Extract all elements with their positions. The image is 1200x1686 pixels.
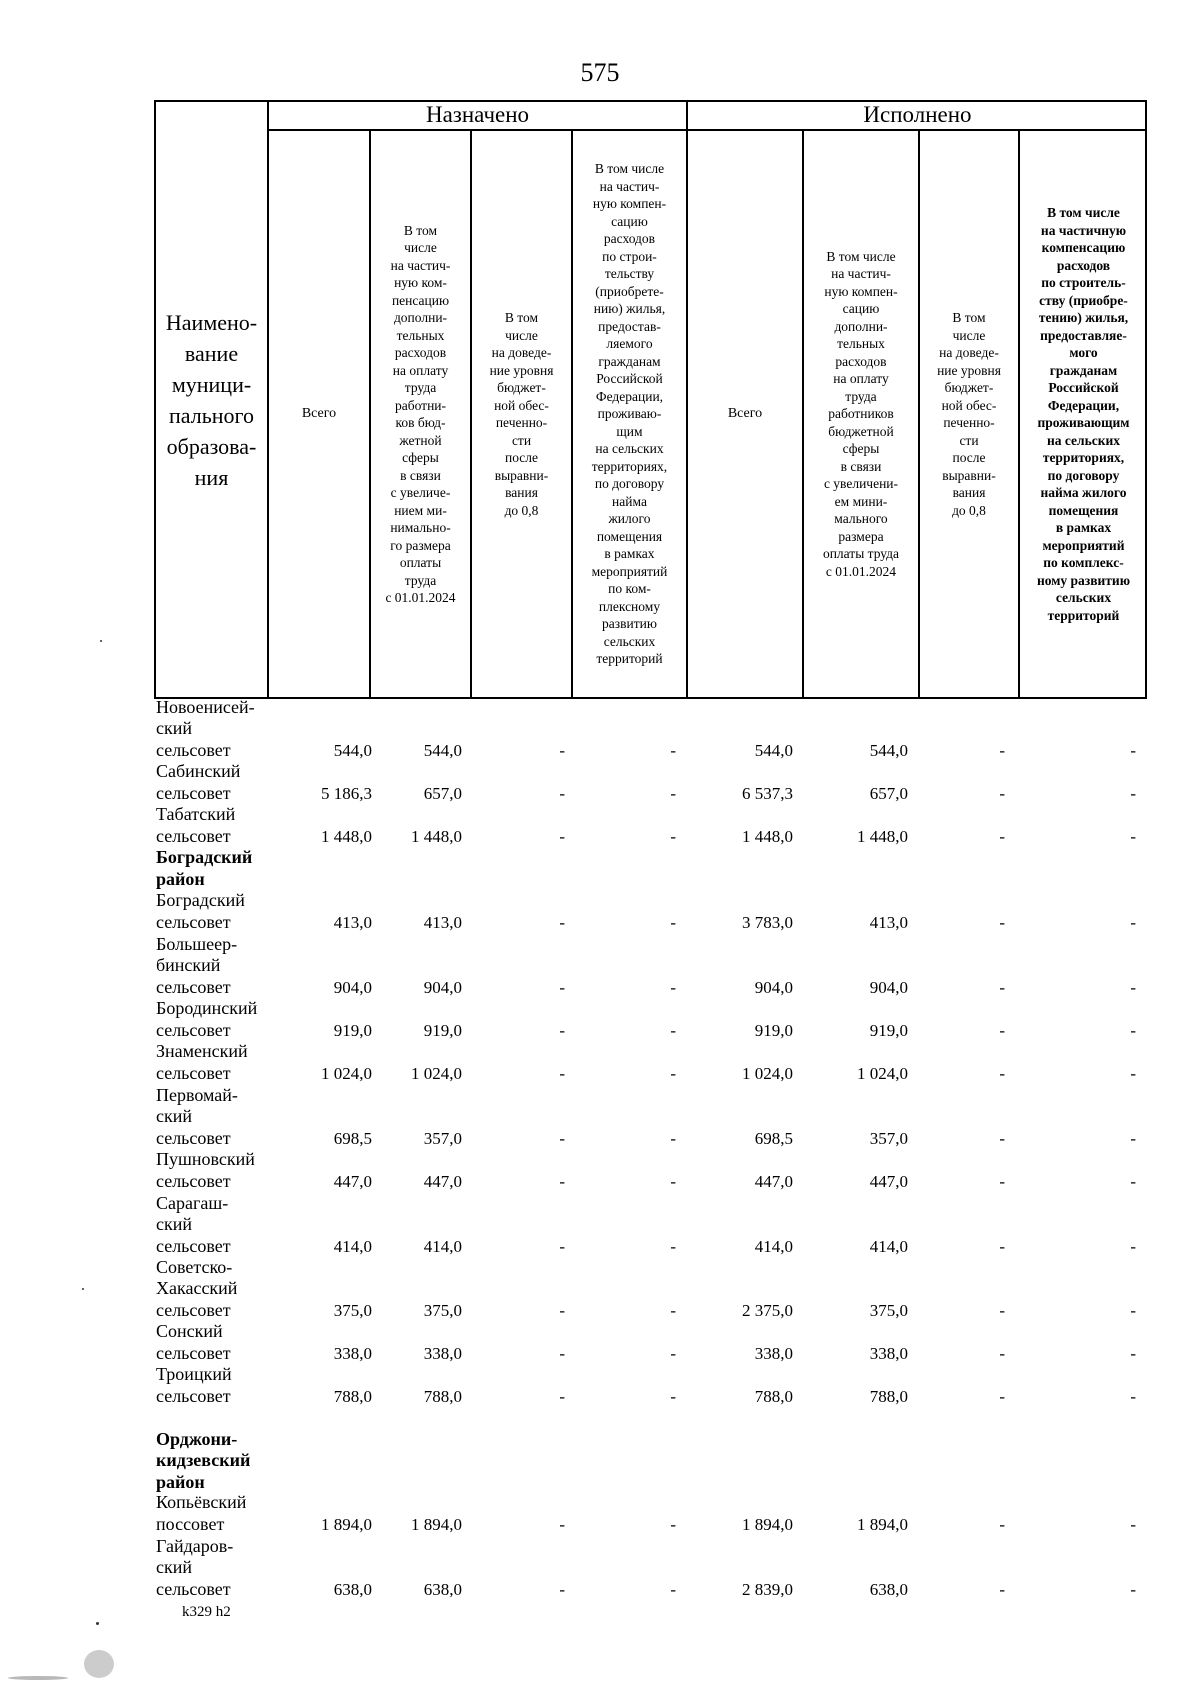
value-cell: 338,0 (423, 1343, 462, 1363)
value-cell: - (670, 1020, 676, 1040)
value-cell: 6 537,3 (742, 783, 793, 803)
municipality-name: Сабинский сельсовет (156, 761, 241, 803)
value-cell: - (999, 1236, 1005, 1256)
municipality-name: Гайдаров- ский сельсовет (156, 1535, 234, 1599)
value-cell: - (1130, 1343, 1136, 1363)
value-cell: - (559, 1343, 565, 1363)
value-cell: - (670, 783, 676, 803)
value-cell: - (559, 1300, 565, 1320)
header-label: Всего (727, 406, 763, 421)
value-cell: 375,0 (333, 1300, 372, 1320)
value-cell: 788,0 (754, 1386, 793, 1406)
group-executed-title: Исполнено (863, 102, 972, 127)
value-cell: 447,0 (754, 1171, 793, 1191)
value-cell: 1 024,0 (321, 1063, 372, 1083)
value-cell: 544,0 (869, 740, 908, 760)
value-cell: 698,5 (754, 1128, 793, 1148)
value-cell: 338,0 (754, 1343, 793, 1363)
header-label: В том числе на частич- ную компен- сацию дополни- тельных расходов на оплату труда работников бюджетной сферы в связи с увеличени- ем мини- мального размера оплаты труда с 01.01.2024 (822, 248, 900, 579)
municipality-name: Копьёвский поссовет (156, 1492, 247, 1534)
municipality-name: Орджони- кидзевский район (156, 1428, 251, 1492)
value-cell: 414,0 (333, 1236, 372, 1256)
header-label: В том числе на частич- ную ком- пенсацию дополни- тельных расходов на оплату труда работни- ков бюд- жетной сферы в связи с увеличе- нием ми- нимально- го размера оплаты труда с 01.01.2024 (385, 222, 456, 605)
value-cell: 2 375,0 (742, 1300, 793, 1320)
value-cell: - (1130, 1236, 1136, 1256)
value-cell: - (999, 826, 1005, 846)
value-cell: 447,0 (423, 1171, 462, 1191)
value-cell: - (559, 1579, 565, 1599)
value-cell: - (999, 1343, 1005, 1363)
value-cell: 544,0 (754, 740, 793, 760)
value-cell: - (999, 1579, 1005, 1599)
value-cell: - (559, 1386, 565, 1406)
value-cell: 698,5 (333, 1128, 372, 1148)
value-cell: 357,0 (423, 1128, 462, 1148)
value-cell: 638,0 (333, 1579, 372, 1599)
value-cell: 413,0 (333, 912, 372, 932)
value-cell: 1 894,0 (411, 1514, 462, 1534)
value-cell: 338,0 (333, 1343, 372, 1363)
value-cell: - (1130, 740, 1136, 760)
value-cell: 788,0 (423, 1386, 462, 1406)
value-cell: 1 448,0 (321, 826, 372, 846)
page-number: 575 (580, 58, 620, 87)
value-cell: - (999, 1128, 1005, 1148)
value-cell: 904,0 (869, 977, 908, 997)
header-label: Всего (301, 406, 337, 421)
value-cell: - (670, 1343, 676, 1363)
value-cell: 788,0 (333, 1386, 372, 1406)
value-cell: - (670, 1579, 676, 1599)
value-cell: - (559, 1063, 565, 1083)
value-cell: 338,0 (869, 1343, 908, 1363)
value-cell: 357,0 (869, 1128, 908, 1148)
value-cell: - (670, 1063, 676, 1083)
value-cell: - (999, 1171, 1005, 1191)
municipality-name: Большеер- бинский сельсовет (156, 933, 238, 997)
value-cell: 657,0 (423, 783, 462, 803)
municipality-name: Боградский район (156, 847, 253, 889)
value-cell: 904,0 (333, 977, 372, 997)
value-cell: 1 448,0 (742, 826, 793, 846)
value-cell: 904,0 (754, 977, 793, 997)
header-label: В том числе на доведе- ние уровня бюджет- ной обес- печенно- сти после выравни- вания до 0,8 (489, 310, 554, 518)
value-cell: 638,0 (869, 1579, 908, 1599)
value-cell: 375,0 (869, 1300, 908, 1320)
group-assigned-title: Назначено (425, 102, 530, 127)
value-cell: 414,0 (869, 1236, 908, 1256)
value-cell: 638,0 (423, 1579, 462, 1599)
value-cell: - (1130, 783, 1136, 803)
municipality-name: Знаменский сельсовет (156, 1041, 248, 1083)
header-label: В том числе на частичную компенсацию расходов по строитель- ству (приобре- тению) жилья, предоставляе- мого гражданам Российской Федерации, проживающим на сельских территориях, по договору найма жилого помещения в рамках мероприятий по комплекс- ному развитию сельских территорий (1036, 205, 1131, 623)
value-cell: - (670, 1386, 676, 1406)
value-cell: - (670, 1171, 676, 1191)
value-cell: 2 839,0 (742, 1579, 793, 1599)
value-cell: - (999, 740, 1005, 760)
value-cell: - (670, 1300, 676, 1320)
value-cell: 1 024,0 (857, 1063, 908, 1083)
value-cell: 447,0 (869, 1171, 908, 1191)
value-cell: - (1130, 826, 1136, 846)
value-cell: 919,0 (423, 1020, 462, 1040)
value-cell: - (999, 1514, 1005, 1534)
value-cell: - (559, 783, 565, 803)
value-cell: - (1130, 1300, 1136, 1320)
municipality-name: Троицкий сельсовет (156, 1364, 232, 1406)
municipality-name: Сарагаш- ский сельсовет (156, 1192, 231, 1256)
value-cell: - (670, 1128, 676, 1148)
value-cell: 1 024,0 (411, 1063, 462, 1083)
value-cell: - (1130, 1020, 1136, 1040)
value-cell: - (999, 1020, 1005, 1040)
value-cell: 414,0 (423, 1236, 462, 1256)
header-label: В том числе на доведе- ние уровня бюджет- ной обес- печенно- сти после выравни- вания до 0,8 (937, 310, 1001, 518)
value-cell: - (1130, 1514, 1136, 1534)
value-cell: 1 024,0 (742, 1063, 793, 1083)
footer-code: k329 h2 (182, 1604, 231, 1620)
value-cell: 1 448,0 (411, 826, 462, 846)
value-cell: 544,0 (333, 740, 372, 760)
municipality-name: Советско- Хакасский сельсовет (156, 1256, 238, 1320)
value-cell: 3 783,0 (742, 912, 793, 932)
value-cell: 904,0 (423, 977, 462, 997)
municipality-name: Сонский сельсовет (156, 1321, 231, 1363)
value-cell: - (1130, 1128, 1136, 1148)
value-cell: 414,0 (754, 1236, 793, 1256)
value-cell: 413,0 (423, 912, 462, 932)
value-cell: - (670, 1514, 676, 1534)
value-cell: 657,0 (869, 783, 908, 803)
value-cell: - (559, 912, 565, 932)
value-cell: - (559, 1514, 565, 1534)
municipality-name: Боградский сельсовет (156, 890, 245, 932)
value-cell: - (1130, 1386, 1136, 1406)
header-label: В том числе на частич- ную компен- сацию расходов по строи- тельству (приобрете- нию) жилья, предостав- ляемого гражданам Российской Федерации, проживаю- щим на сельских территориях, по договору найма жилого помещения в рамках мероприятий по ком- плексному развитию сельских территорий (591, 161, 668, 667)
value-cell: 1 894,0 (857, 1514, 908, 1534)
value-cell: - (670, 977, 676, 997)
value-cell: - (999, 1300, 1005, 1320)
value-cell: 544,0 (423, 740, 462, 760)
value-cell: - (999, 1386, 1005, 1406)
value-cell: 919,0 (869, 1020, 908, 1040)
value-cell: 1 894,0 (321, 1514, 372, 1534)
municipality-name: Первомай- ский сельсовет (156, 1084, 238, 1148)
value-cell: - (559, 1020, 565, 1040)
value-cell: - (559, 1171, 565, 1191)
value-cell: 919,0 (754, 1020, 793, 1040)
value-cell: - (670, 826, 676, 846)
value-cell: - (1130, 1171, 1136, 1191)
value-cell: - (1130, 1063, 1136, 1083)
value-cell: - (999, 1063, 1005, 1083)
value-cell: - (999, 977, 1005, 997)
header-name-label: Наимено- вание муници- пального образова- ния (165, 309, 258, 490)
value-cell: 447,0 (333, 1171, 372, 1191)
value-cell: 413,0 (869, 912, 908, 932)
value-cell: - (559, 977, 565, 997)
value-cell: - (559, 826, 565, 846)
value-cell: 1 894,0 (742, 1514, 793, 1534)
value-cell: - (1130, 1579, 1136, 1599)
value-cell: - (999, 783, 1005, 803)
value-cell: - (670, 912, 676, 932)
value-cell: - (999, 912, 1005, 932)
value-cell: 788,0 (869, 1386, 908, 1406)
value-cell: 1 448,0 (857, 826, 908, 846)
value-cell: - (559, 1236, 565, 1256)
value-cell: - (559, 740, 565, 760)
value-cell: - (559, 1128, 565, 1148)
value-cell: - (670, 1236, 676, 1256)
value-cell: - (1130, 977, 1136, 997)
municipality-name: Новоенисей- ский сельсовет (156, 696, 255, 760)
municipality-name: Бородинский сельсовет (156, 998, 258, 1040)
value-cell: - (670, 740, 676, 760)
value-cell: 375,0 (423, 1300, 462, 1320)
value-cell: 919,0 (333, 1020, 372, 1040)
value-cell: 5 186,3 (321, 783, 372, 803)
value-cell: - (1130, 912, 1136, 932)
municipality-name: Пушновский сельсовет (156, 1149, 255, 1191)
municipality-name: Табатский сельсовет (156, 804, 236, 846)
